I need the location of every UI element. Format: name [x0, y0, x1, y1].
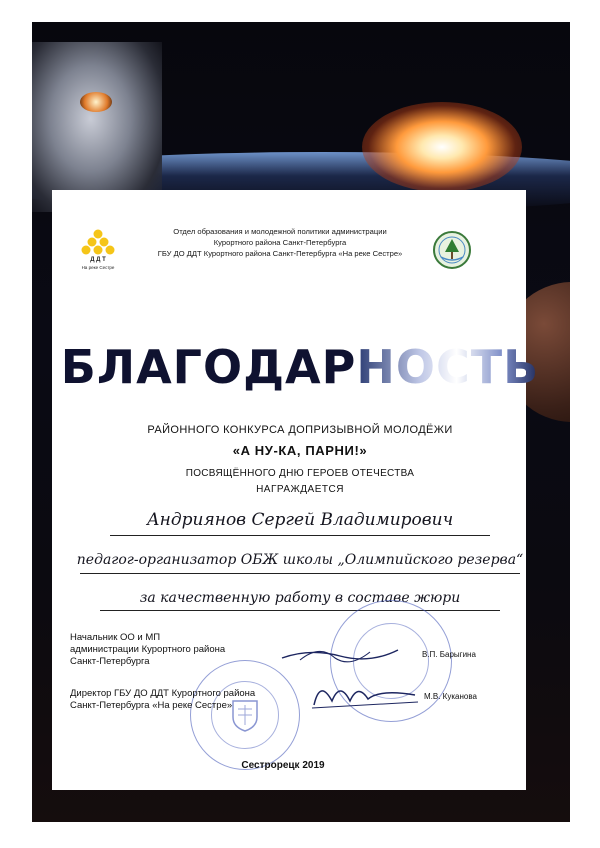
signature-2-scribble — [310, 675, 420, 711]
signatory-2-title-line-1: Директор ГБУ ДО ДДТ Курортного района — [70, 688, 256, 699]
awarded-line: НАГРАЖДАЕТСЯ — [256, 484, 344, 495]
city-year: Сестрорецк 2019 — [241, 760, 325, 771]
signatory-1-title-line-1: Начальник ОО и МП — [70, 632, 161, 643]
signatory-2-title-line-2: Санкт-Петербурга «На реке Сестре» — [70, 700, 233, 711]
sunrise-glow — [362, 102, 522, 192]
stamp-ddt — [190, 660, 300, 770]
name-underline — [110, 535, 490, 536]
contest-name: «А НУ-КА, ПАРНИ!» — [232, 443, 368, 458]
organization-header — [130, 226, 430, 259]
astronaut-visor — [80, 92, 112, 112]
title-part-lit: НОСТЬ — [356, 340, 540, 394]
contest-line: РАЙОННОГО КОНКУРСА ДОПРИЗЫВНОЙ МОЛОДЁЖИ — [147, 424, 453, 436]
signature-1-scribble — [280, 638, 400, 668]
signatory-1-title-line-2: администрации Курортного района — [70, 644, 226, 655]
recipient-reason: за качественную работу в составе жюри — [139, 590, 461, 606]
ddt-logo — [78, 228, 118, 274]
dedication-line: ПОСВЯЩЁННОГО ДНЮ ГЕРОЕВ ОТЕЧЕСТВА — [185, 468, 415, 479]
title-part-dark: БЛАГОДАР — [60, 340, 357, 394]
org-line-3: ГБУ ДО ДДТ Курортного района Санкт-Петербурга «На реке Сестре» — [157, 249, 403, 258]
org-line-2: Курортного района Санкт-Петербурга — [213, 238, 347, 247]
signatory-1-name: В.П. Барыгина — [422, 650, 476, 659]
signatory-2-name: М.В. Куканова — [424, 692, 477, 701]
ddt-logo-caption: На реке Сестре — [81, 265, 115, 270]
signatory-1-title-line-3: Санкт-Петербурга — [70, 656, 150, 667]
ddt-logo-letters: Д Д Т — [90, 257, 106, 263]
reason-underline — [100, 610, 500, 611]
eco-logo — [432, 230, 472, 270]
astronaut-image — [32, 42, 162, 212]
signatory-2-title — [70, 688, 255, 712]
tree-emblem-icon — [432, 230, 472, 270]
org-line-1: Отдел образования и молодежной политики администрации — [173, 227, 387, 236]
role-underline — [80, 573, 520, 574]
recipient-role: педагог-организатор ОБЖ школы „Олимпийского резерва“ — [76, 552, 524, 568]
signatory-1-title — [70, 632, 225, 668]
recipient-name: Андриянов Сергей Владимирович — [146, 510, 454, 530]
certificate-title — [0, 340, 600, 394]
